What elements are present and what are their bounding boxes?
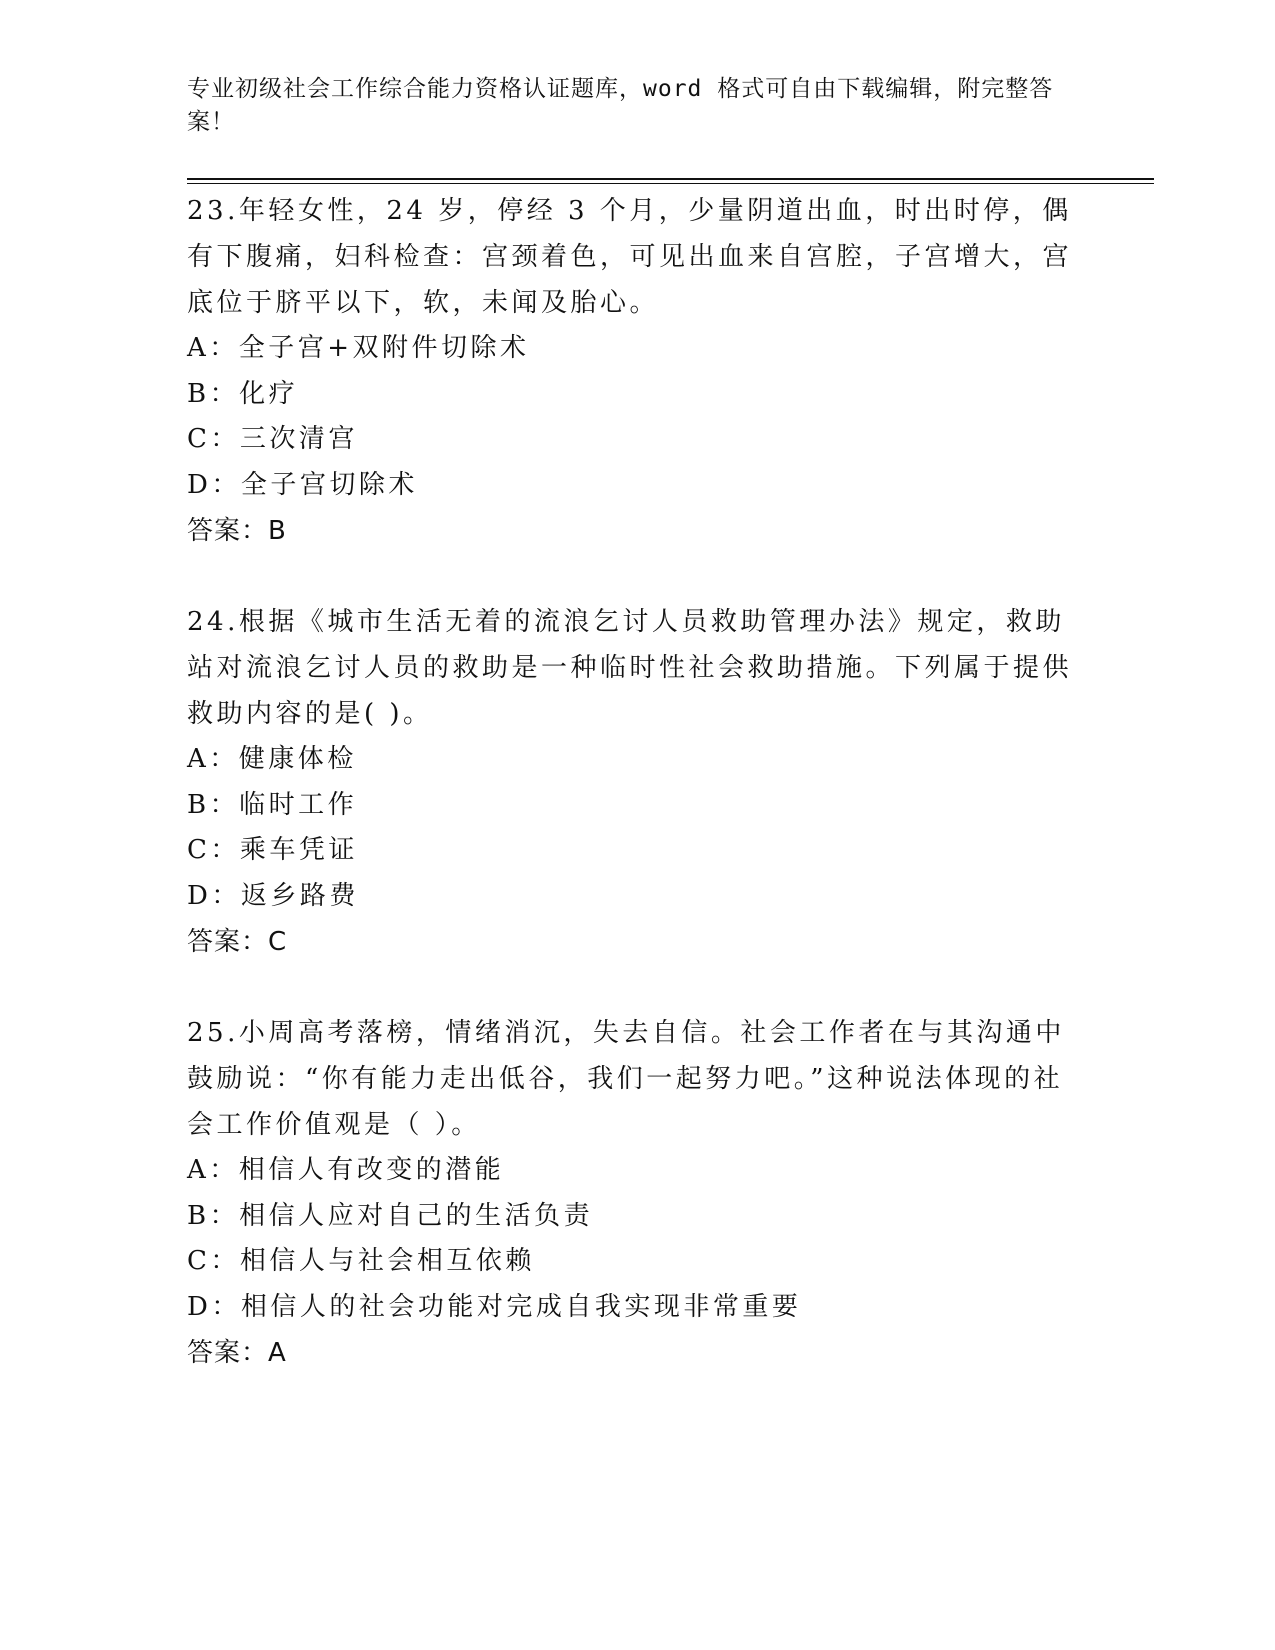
- option-d: D：全子宫切除术: [187, 469, 418, 500]
- option-b: B：相信人应对自己的生活负责: [187, 1200, 594, 1231]
- option-a: A：全子宫+双附件切除术: [187, 333, 530, 363]
- question-24: [187, 599, 1087, 965]
- answer-line: 答案：A: [187, 1338, 287, 1368]
- option-b: B：化疗: [187, 378, 299, 409]
- answer-line: 答案：B: [187, 516, 287, 546]
- option-d: D：返乡路费: [187, 880, 359, 911]
- question-list: [187, 188, 1087, 1421]
- option-c: C：相信人与社会相互依赖: [187, 1246, 535, 1276]
- document-header: 专业初级社会工作综合能力资格认证题库，word 格式可自由下载编辑，附完整答案！: [187, 76, 1054, 135]
- option-d: D：相信人的社会功能对完成自我实现非常重要: [187, 1291, 802, 1322]
- option-a: A：健康体检: [187, 744, 357, 774]
- question-stem: 24.根据《城市生活无着的流浪乞讨人员救助管理办法》规定，救助站对流浪乞讨人员的救助是一种临时性社会救助措施。下列属于提供救助内容的是( )。: [187, 607, 1073, 729]
- answer-line: 答案：C: [187, 927, 288, 957]
- header-rule-thin: [187, 183, 1154, 184]
- option-c: C：乘车凭证: [187, 835, 358, 865]
- option-b: B：临时工作: [187, 789, 358, 820]
- option-a: A：相信人有改变的潜能: [187, 1155, 505, 1185]
- option-c: C：三次清宫: [187, 424, 358, 454]
- header-rule-thick: [187, 178, 1154, 180]
- question-23: [187, 188, 1087, 554]
- question-stem: 23.年轻女性，24 岁，停经 3 个月，少量阴道出血，时出时停，偶有下腹痛，妇科检查：宫颈着色，可见出血来自宫腔，子宫增大，宫底位于脐平以下，软，未闻及胎心。: [187, 196, 1073, 318]
- question-stem: 25.小周高考落榜，情绪消沉，失去自信。社会工作者在与其沟通中鼓励说：“你有能力走出低谷，我们一起努力吧。”这种说法体现的社会工作价值观是（ ）。: [187, 1018, 1065, 1140]
- question-25: [187, 1010, 1087, 1376]
